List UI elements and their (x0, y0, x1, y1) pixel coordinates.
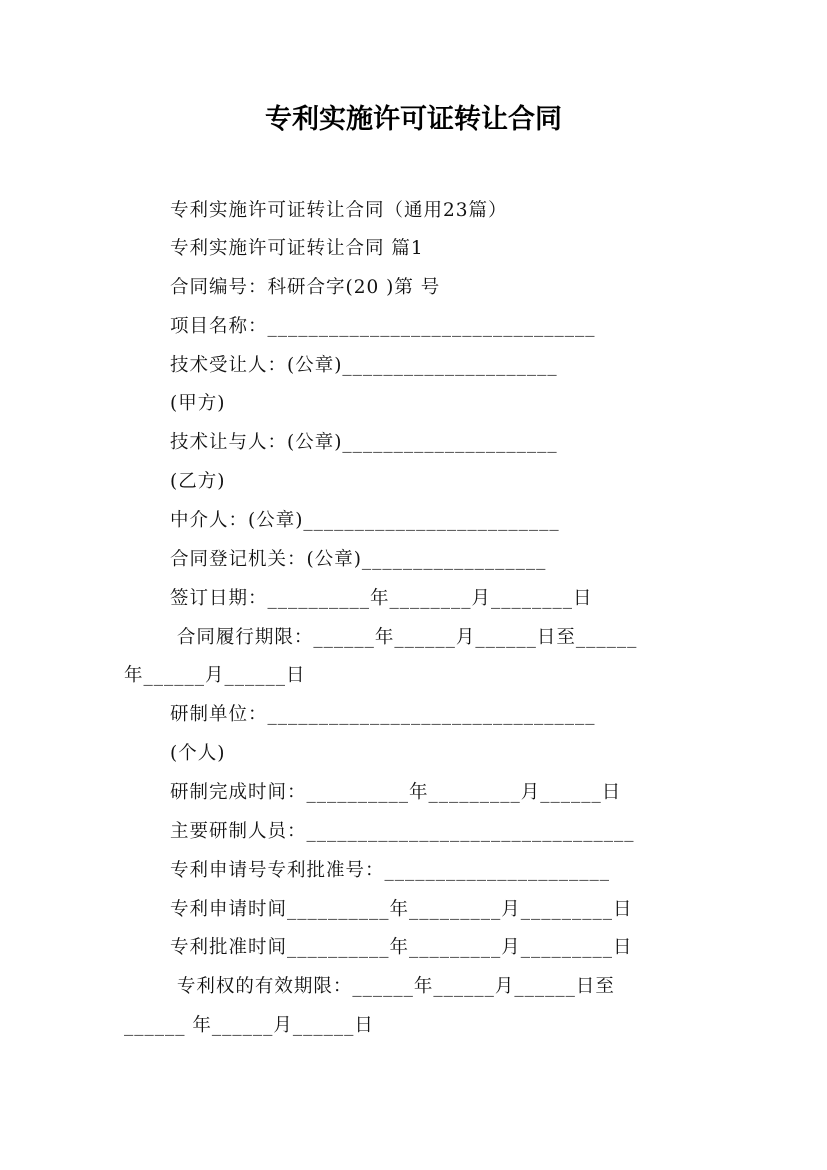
application-time-line: 专利申请时间__________年_________月_________日 (170, 899, 633, 920)
performance-period-continuation: 年______月______日 (124, 665, 306, 686)
document-title: 专利实施许可证转让合同 (265, 104, 562, 135)
validity-period-continuation: ______ 年______月______日 (124, 1015, 374, 1036)
signing-date-line: 签订日期：__________年________月________日 (170, 588, 593, 609)
approval-time-line: 专利批准时间__________年_________月_________日 (170, 937, 633, 958)
intermediary-line: 中介人：(公章)_________________________ (170, 510, 560, 531)
performance-period-line: 合同履行期限：______年______月______日至______ (170, 627, 638, 648)
patent-numbers-line: 专利申请号专利批准号：______________________ (170, 860, 611, 881)
party-a-label: (甲方) (170, 393, 226, 414)
research-unit-line: 研制单位：________________________________ (170, 704, 596, 725)
registration-authority-line: 合同登记机关：(公章)__________________ (170, 549, 547, 570)
project-name-line: 项目名称：________________________________ (170, 316, 596, 337)
main-researchers-line: 主要研制人员：________________________________ (170, 821, 635, 842)
assignee-line: 技术受让人：(公章)_____________________ (170, 355, 558, 376)
party-b-label: (乙方) (170, 471, 226, 492)
section-heading: 专利实施许可证转让合同 篇1 (170, 238, 424, 259)
validity-period-line: 专利权的有效期限：______年______月______日至 (170, 976, 615, 997)
subtitle-line: 专利实施许可证转让合同（通用23篇） (170, 200, 508, 221)
completion-time-line: 研制完成时间：__________年_________月______日 (170, 782, 622, 803)
contract-number-line: 合同编号：科研合字(20 )第 号 (170, 277, 441, 298)
assignor-line: 技术让与人：(公章)_____________________ (170, 432, 558, 453)
individual-label: (个人) (170, 743, 226, 764)
